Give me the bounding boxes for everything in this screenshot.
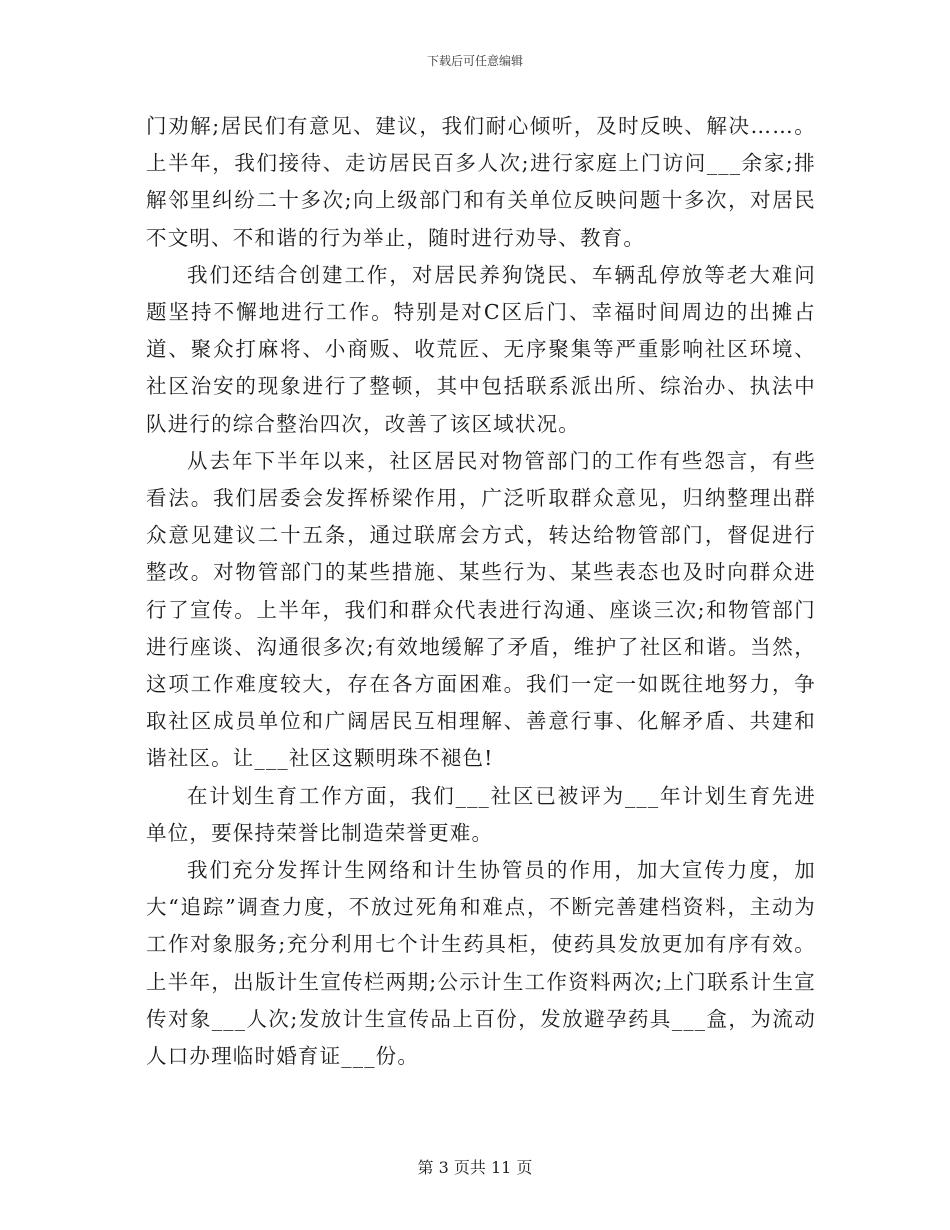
paragraph: 我们充分发挥计生网络和计生协管员的作用，加大宣传力度，加大“追踪”调查力度，不放过死角和难点，不断完善建档资料，主动为工作对象服务;充分利用七个计生药具柜，使药具发放更加有序有效。上半年，出版计生宣传栏两期;公示计生工作资料两次;上门联系计生宣传对象___人次;发放计生宣传品上百份，发放避孕药具___盒，为流动人口办理临时婚育证___份。: [146, 858, 816, 1069]
paragraph: 我们还结合创建工作，对居民养狗饶民、车辆乱停放等老大难问题坚持不懈地进行工作。特别是对C区后门、幸福时间周边的出摊占道、聚众打麻将、小商贩、收荒匠、无序聚集等严重影响社区环境、社区治安的现象进行了整顿，其中包括联系派出所、综治办、执法中队进行的综合整治四次，改善了该区域状况。: [146, 262, 816, 436]
page-header: 下载后可任意编辑: [426, 54, 523, 68]
document-body: [146, 108, 816, 1075]
paragraph: 在计划生育工作方面，我们___社区已被评为___年计划生育先进单位，要保持荣誉比制造荣誉更难。: [146, 783, 816, 845]
paragraph: 门劝解;居民们有意见、建议，我们耐心倾听，及时反映、解决……。上半年，我们接待、走访居民百多人次;进行家庭上门访问___余家;排解邻里纠纷二十多次;向上级部门和有关单位反映问题十多次，对居民不文明、不和谐的行为举止，随时进行劝导、教育。: [146, 114, 816, 250]
page-number-footer: 第 3 页共 11 页: [417, 1158, 533, 1177]
paragraph: 从去年下半年以来，社区居民对物管部门的工作有些怨言，有些看法。我们居委会发挥桥梁作用，广泛听取群众意见，归纳整理出群众意见建议二十五条，通过联席会方式，转达给物管部门，督促进行整改。对物管部门的某些措施、某些行为、某些表态也及时向群众进行了宣传。上半年，我们和群众代表进行沟通、座谈三次;和物管部门进行座谈、沟通很多次;有效地缓解了矛盾，维护了社区和谐。当然，这项工作难度较大，存在各方面困难。我们一定一如既往地努力，争取社区成员单位和广阔居民互相理解、善意行事、化解矛盾、共建和谐社区。让___社区这颗明珠不褪色!: [146, 448, 816, 771]
